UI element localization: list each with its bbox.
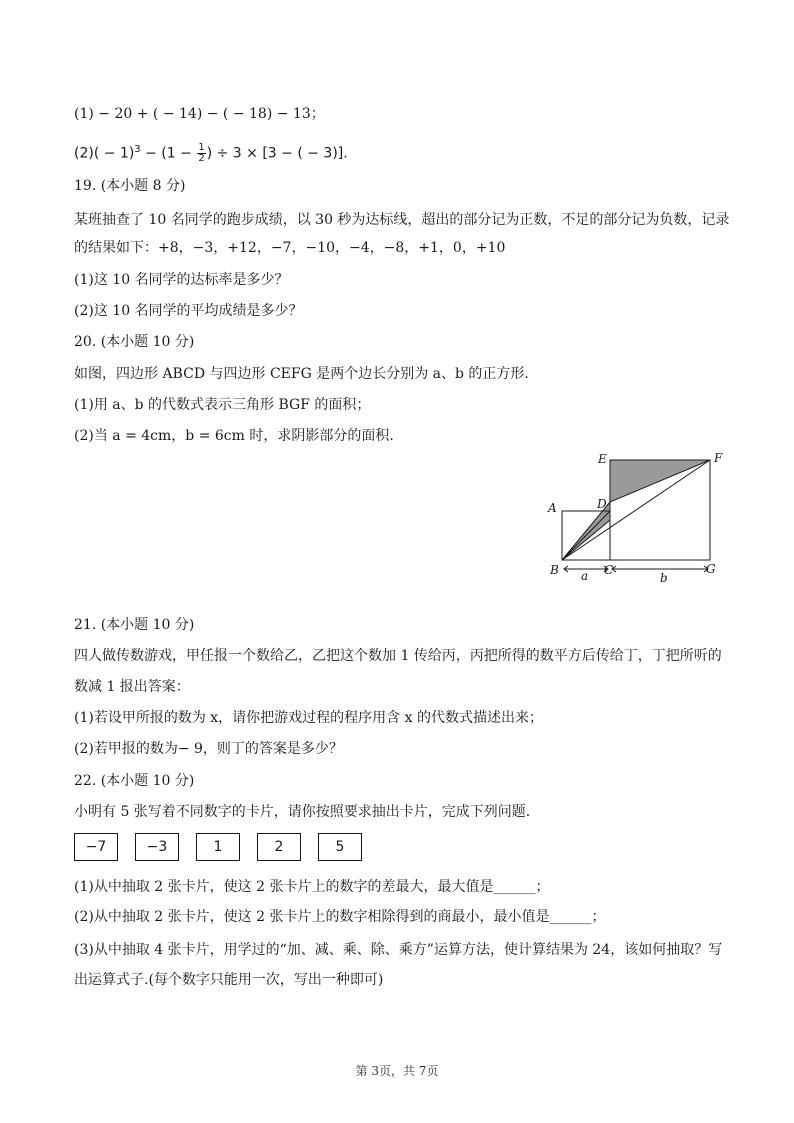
q21-sub1: (1)若设甲所报的数为 x，请你把游戏过程的程序用含 x 的代数式描述出来； (74, 710, 543, 726)
q18-part2-exponent: 3 (134, 144, 141, 155)
number-card: 5 (318, 833, 362, 861)
q18-part2-c: ) ÷ 3 × [3 − ( − 3)]. (206, 145, 348, 162)
q20-sub2: (2)当 a = 4cm，b = 6cm 时，求阴影部分的面积. (74, 428, 394, 444)
number-card: −3 (135, 833, 179, 861)
q21-sub2: (2)若甲报的数为− 9，则丁的答案是多少？ (74, 741, 343, 757)
label-c: C (604, 563, 614, 577)
q21-stem-line2: 数减 1 报出答案： (74, 679, 190, 695)
q18-part2-a: (2)( − 1) (74, 145, 135, 162)
label-side-a: a (581, 569, 589, 583)
q22-stem: 小明有 5 张写着不同数字的卡片，请你按照要求抽出卡片，完成下列问题. (74, 804, 531, 820)
label-a-vertex: A (548, 501, 557, 515)
q19-sub2: (2)这 10 名同学的平均成绩是多少？ (74, 303, 303, 319)
q18-fraction-denominator: 2 (198, 153, 205, 165)
q20-stem: 如图，四边形 ABCD 与四边形 CEFG 是两个边长分别为 a、b 的正方形. (74, 366, 529, 382)
q18-part2 (74, 140, 348, 164)
page-footer: 第 3页，共 7页 (355, 1064, 439, 1078)
label-g: G (706, 562, 716, 576)
q18-fraction-numerator: 1 (198, 142, 205, 154)
q19-header: 19. (本小题 8 分) (74, 178, 186, 194)
q20-figure (540, 448, 730, 586)
q22-header: 22. (本小题 10 分) (74, 773, 195, 789)
q22-sub1: (1)从中抽取 2 张卡片，使这 2 张卡片上的数字的差最大，最大值是______； (74, 879, 550, 895)
label-d: D (597, 497, 607, 511)
label-e: E (598, 452, 607, 466)
number-card: −7 (74, 833, 118, 861)
q22-sub2: (2)从中抽取 2 张卡片，使这 2 张卡片上的数字相除得到的商最小，最小值是______； (74, 909, 606, 925)
q21-header: 21. (本小题 10 分) (74, 617, 195, 633)
number-card: 1 (196, 833, 240, 861)
label-side-b: b (660, 571, 668, 585)
label-b: B (550, 563, 559, 577)
q18-fraction (197, 143, 205, 164)
q19-stem-line2: 的结果如下：+8，−3，+12，−7，−10，−4，−8，+1，0，+10 (74, 240, 506, 256)
q20-header: 20. (本小题 10 分) (74, 334, 195, 350)
q21-stem-line1: 四人做传数游戏，甲任报一个数给乙，乙把这个数加 1 传给丙，丙把所得的数平方后传给丁，丁把所听的 (74, 648, 722, 664)
segment-bd (562, 511, 610, 560)
q22-sub3-line1: (3)从中抽取 4 张卡片，用学过的“加、减、乘、除、乘方”运算方法，使计算结果为 24，该如何抽取？写 (74, 942, 723, 958)
q20-sub1: (1)用 a、b 的代数式表示三角形 BGF 的面积； (74, 397, 371, 413)
number-card: 2 (257, 833, 301, 861)
shaded-triangle-efd (610, 460, 710, 502)
q19-stem-line1: 某班抽查了 10 名同学的跑步成绩，以 30 秒为达标线，超出的部分记为正数，不足的部分记为负数，记录 (74, 212, 730, 228)
q22-sub3-line2: 出运算式子.(每个数字只能用一次，写出一种即可) (74, 972, 384, 988)
q18-part1: (1) − 20 + ( − 14) − ( − 18) − 13； (74, 106, 325, 122)
q19-sub1: (1)这 10 名同学的达标率是多少？ (74, 272, 289, 288)
label-f: F (714, 451, 723, 465)
q18-part2-b: − (1 − (140, 145, 197, 162)
